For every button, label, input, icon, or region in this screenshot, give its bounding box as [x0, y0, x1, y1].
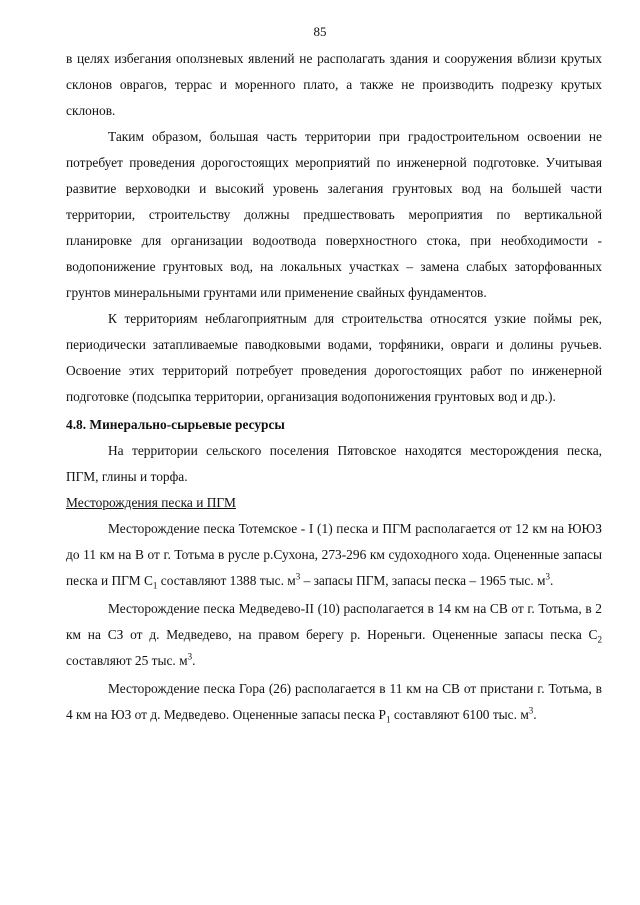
text-segment: – запасы ПГМ, запасы песка – 1965 тыс. м — [300, 573, 546, 588]
paragraph-unfavorable-areas: К территориям неблагоприятным для строительства относятся узкие поймы рек, периодически затапливаемые паводковыми водами, торфяники, овраги и долины ручьев. Освоение этих территорий потребует проведения дорогостоящих работ по инженерной подготовке (подсыпка территории, организация водопонижения грунтовых вод и др.). — [66, 311, 602, 404]
paragraph-deposit-gora — [66, 676, 602, 728]
superscript: 3 — [545, 571, 550, 582]
section-heading: 4.8. Минерально-сырьевые ресурсы — [66, 417, 285, 432]
text-segment: составляют 6100 тыс. м — [390, 707, 529, 722]
text-segment: . — [533, 707, 537, 722]
paragraph-engineering-prep: Таким образом, большая часть территории при градостроительном освоении не потребует проведения дорогостоящих мероприятий по инженерной подготовке. Учитывая развитие верховодки и высокий уровень залегания грунтовых вод на большей части территории, строительству должны предшествовать мероприятия по вертикальной планировке для организации водоотвода поверхностного стока, при необходимости - водопонижение грунтовых вод, на локальных участках – замена слабых заторфованных грунтов минеральными грунтами или применение свайных фундаментов. — [66, 129, 602, 300]
superscript: 3 — [528, 705, 534, 716]
text-segment: составляют 25 тыс. м — [66, 653, 188, 668]
text-segment: Месторождение песка Тотемское - I (1) песка и ПГМ располагается от 12 км на ЮЮЗ до 11 км на В от г. Тотьма в русле р.Сухона, 273-296 км судоходного хода. Оцененные запасы песка и ПГМ С — [66, 521, 602, 588]
subscript: 1 — [152, 580, 158, 591]
paragraph-deposits-intro: На территории сельского поселения Пятовское находятся месторождения песка, ПГМ, глины и торфа. — [66, 443, 602, 484]
paragraph-deposit-medvedevo — [66, 596, 602, 674]
text-segment: . — [192, 653, 196, 668]
document-body — [66, 46, 602, 728]
subscript: 1 — [385, 714, 391, 725]
subscript: 2 — [597, 634, 602, 645]
paragraph-landslide: в целях избегания оползневых явлений не располагать здания и сооружения вблизи крутых склонов оврагов, террас и моренного плато, а также не производить подрезку крутых склонов. — [66, 51, 602, 118]
text-segment: Месторождение песка Гора (26) располагается в 11 км на СВ от пристани г. Тотьма, в 4 км на ЮЗ от д. Медведево. Оцененные запасы песка Р — [66, 681, 602, 722]
page-number: 85 — [313, 24, 327, 39]
text-segment: составляют 1388 тыс. м — [157, 573, 296, 588]
subsection-heading: Месторождения песка и ПГМ — [66, 495, 236, 510]
superscript: 3 — [295, 571, 301, 582]
text-segment: Месторождение песка Медведево-II (10) располагается в 14 км на СВ от г. Тотьма, в 2 км на СЗ от д. Медведево, на правом берегу р. Нореньги. Оцененные запасы песка С — [66, 601, 602, 642]
superscript: 3 — [187, 651, 193, 662]
paragraph-deposit-totemskoe — [66, 516, 602, 594]
text-segment: . — [550, 573, 554, 588]
